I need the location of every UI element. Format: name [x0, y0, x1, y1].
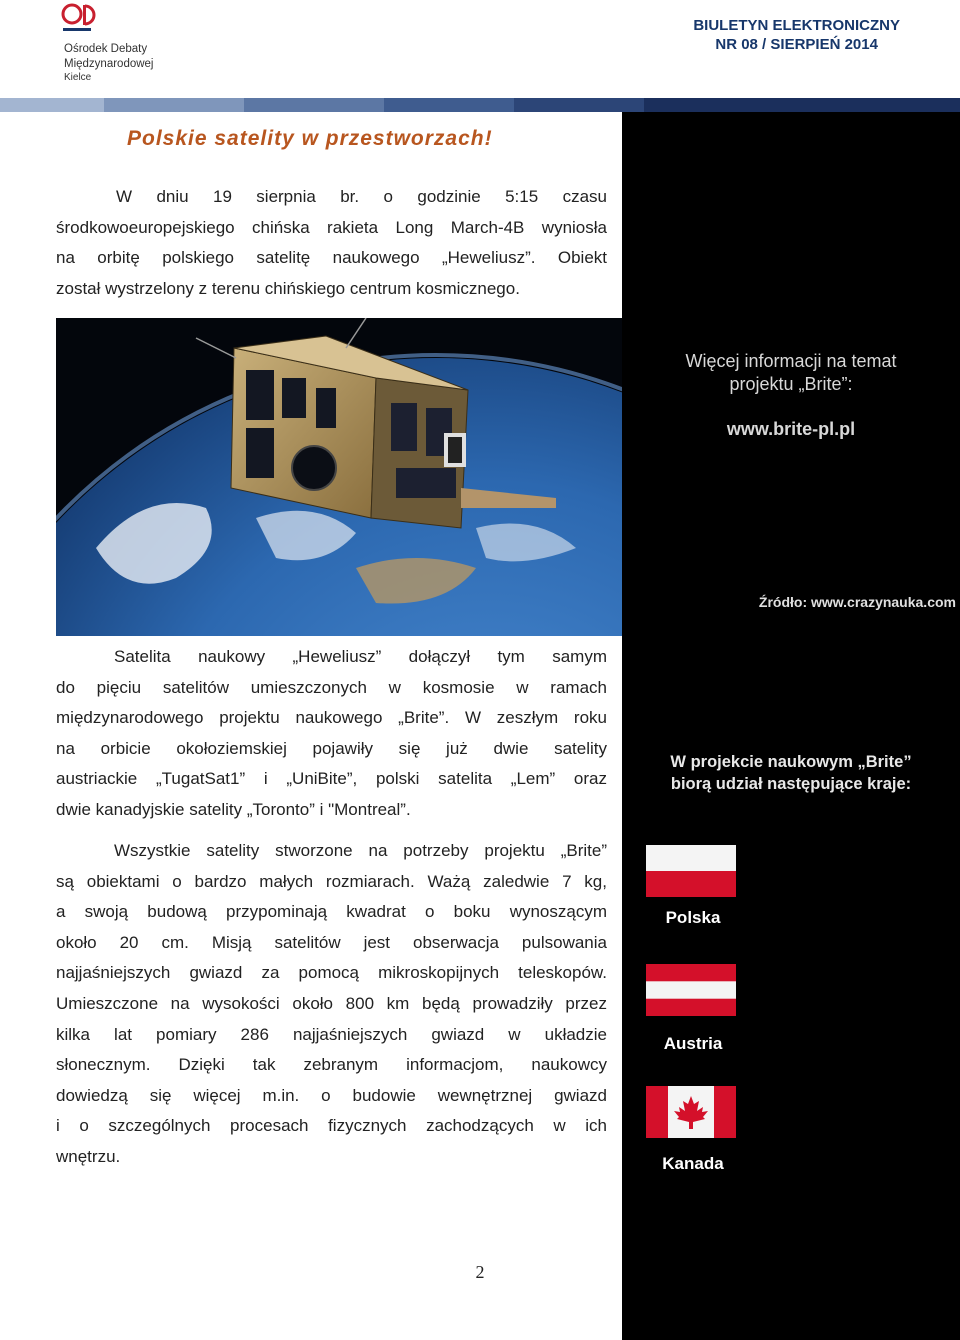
- paragraph-line: został wystrzelony z terenu chińskiego centrum kosmicznego.: [56, 278, 520, 298]
- country-label-poland: Polska: [665, 908, 721, 927]
- participants-line2: biorą udział następujące kraje:: [670, 775, 912, 793]
- paragraph-line: około 20 cm. Misją satelitów jest obserwacja pulsowania: [56, 932, 607, 952]
- canada-flag-icon: [646, 1086, 736, 1138]
- paragraph-line: W dniu 19 sierpnia br. o godzinie 5:15 czasu: [116, 187, 607, 206]
- more-info-line2: projektu „Brite”:: [729, 374, 853, 394]
- paragraph-line: do pięciu satelitów umieszczonych w kosmosie w ramach: [56, 677, 607, 697]
- org-name-line2: Międzynarodowej: [64, 57, 154, 70]
- stripe-segment: [244, 98, 384, 112]
- od-logo-icon: [60, 2, 170, 42]
- paragraph-line: na orbicie okołoziemskiej pojawiły się już dwie satelity: [56, 738, 607, 758]
- paragraph-line: najjaśniejszych gwiazd za pomocą mikroskopijnych teleskopów.: [56, 963, 607, 983]
- paragraph-line: a swoją budową przypominają kwadrat o boku wynoszącym: [56, 902, 607, 922]
- article-title: Polskie satelity w przestworzach!: [127, 127, 493, 150]
- satellite-image: [56, 318, 622, 636]
- participants-heading: [622, 751, 960, 795]
- stripe-segment: [514, 98, 644, 112]
- project-link[interactable]: www.brite-pl.pl: [726, 419, 856, 439]
- org-city: Kielce: [64, 72, 92, 83]
- paragraph-line: Umieszczone na wysokości około 800 km będą prowadziły przez: [56, 993, 607, 1013]
- article-paragraph-2: [56, 642, 607, 826]
- stripe-segment: [0, 98, 104, 112]
- article-paragraph-3: [56, 836, 607, 1173]
- participants-line1: W projekcie naukowym „Brite”: [670, 753, 912, 771]
- paragraph-line: austriackie „TugatSat1” i „UniBite”, polski satelita „Lem” oraz: [56, 769, 607, 789]
- paragraph-line: na orbitę polskiego satelitę naukowego „Heweliusz”. Obiekt: [56, 248, 607, 267]
- bulletin-title: BIULETYN ELEKTRONICZNY: [693, 17, 900, 34]
- bulletin-header: [693, 16, 900, 54]
- paragraph-line: słonecznym. Dzięki tak zebranym informacjom, naukowcy: [56, 1055, 607, 1075]
- paragraph-line: kilka lat pomiary 286 najjaśniejszych gwiazd w układzie: [56, 1024, 607, 1044]
- paragraph-line: dowiedzą się więcej m.in. o budowie wewnętrznej gwiazd: [56, 1085, 607, 1105]
- stripe-segment: [384, 98, 514, 112]
- poland-flag-icon: [646, 845, 736, 897]
- paragraph-line: Satelita naukowy „Heweliusz” dołączył tym samym: [114, 647, 607, 666]
- paragraph-line: wnętrzu.: [56, 1146, 121, 1166]
- stripe-segment: [104, 98, 244, 112]
- paragraph-line: są obiektami o bardzo małych rozmiarach. Ważą zaledwie 7 kg,: [56, 871, 607, 891]
- paragraph-line: dwie kanadyjskie satelity „Toronto” i "Montreal”.: [56, 799, 411, 819]
- paragraph-line: międzynarodowego projektu naukowego „Brite”. W zeszłym roku: [56, 708, 607, 728]
- austria-flag-icon: [646, 964, 736, 1016]
- stripe-segment: [644, 98, 960, 112]
- more-info-text: [622, 350, 960, 396]
- org-name-line1: Ośrodek Debaty: [64, 43, 148, 55]
- paragraph-line: środkowoeuropejskiego chińska rakieta Long March-4B wyniosła: [56, 217, 607, 237]
- organization-logo: [60, 2, 170, 88]
- paragraph-line: i o szczególnych procesach fizycznych zachodzących w ich: [56, 1116, 607, 1136]
- article-paragraph-1: [56, 182, 607, 304]
- paragraph-line: Wszystkie satelity stworzone na potrzeby projektu „Brite”: [114, 841, 607, 860]
- country-label-canada: Kanada: [662, 1154, 724, 1173]
- header-color-stripe: [0, 98, 960, 112]
- bulletin-issue: NR 08 / SIERPIEŃ 2014: [715, 36, 878, 53]
- page-number: 2: [475, 1262, 485, 1282]
- more-info-line1: Więcej informacji na temat: [685, 351, 897, 371]
- image-source: Źródło: www.crazynauka.com: [758, 594, 956, 610]
- country-label-austria: Austria: [663, 1034, 723, 1053]
